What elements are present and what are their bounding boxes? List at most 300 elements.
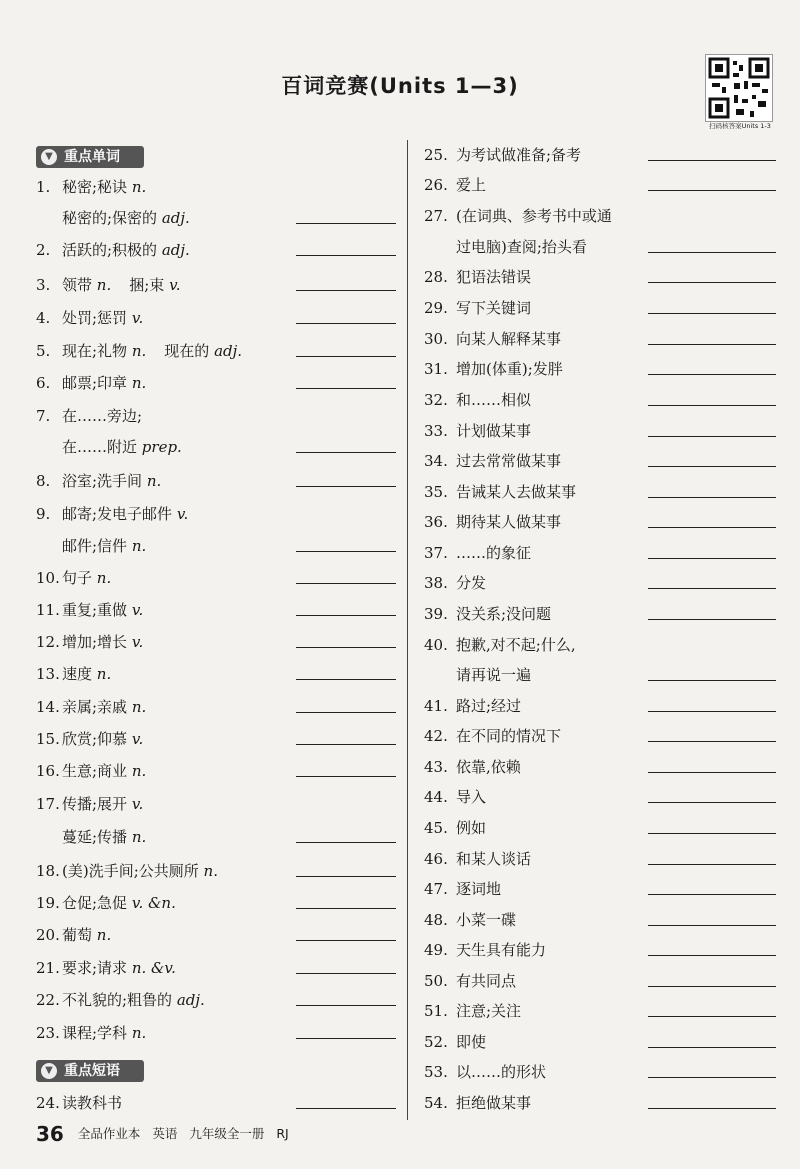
answer-blank[interactable]	[296, 486, 396, 487]
item-meaning: 浴室;洗手间	[62, 472, 143, 490]
item-text	[62, 627, 143, 657]
answer-blank[interactable]	[648, 344, 776, 345]
item-number: 45.	[424, 819, 448, 837]
item-number: 6.	[36, 374, 51, 392]
item-text	[62, 235, 190, 265]
answer-blank[interactable]	[648, 374, 776, 375]
item-number: 48.	[424, 911, 448, 929]
part-of-speech: n.	[131, 698, 147, 716]
list-item	[36, 499, 396, 529]
list-item	[424, 1088, 776, 1118]
answer-blank[interactable]	[648, 313, 776, 314]
answer-blank[interactable]	[296, 842, 396, 843]
part-of-speech: v.	[131, 309, 144, 327]
list-item	[424, 813, 776, 843]
item-number: 8.	[36, 472, 51, 490]
list-item	[424, 935, 776, 965]
page-title: 百词竞赛(Units 1—3)	[281, 74, 519, 98]
list-item	[424, 416, 776, 446]
item-meaning: 增加(体重);发胖	[456, 360, 563, 378]
answer-blank[interactable]	[648, 986, 776, 987]
item-meaning: 传播;展开	[62, 795, 128, 813]
part-of-speech: n.	[96, 665, 112, 683]
list-item	[36, 756, 396, 786]
item-number: 19.	[36, 894, 60, 912]
item-number: 31.	[424, 360, 448, 378]
answer-blank[interactable]	[296, 452, 396, 453]
list-item	[36, 466, 396, 496]
item-text	[62, 466, 161, 496]
item-number: 52.	[424, 1033, 448, 1051]
item-meaning: 读教科书	[62, 1094, 123, 1112]
item-meaning: 邮票;印章	[62, 374, 128, 392]
item-meaning: 要求;请求	[62, 959, 128, 977]
list-item	[36, 1088, 396, 1118]
item-number: 11.	[36, 601, 60, 619]
list-item	[424, 630, 776, 660]
answer-blank[interactable]	[296, 876, 396, 877]
item-number: 23.	[36, 1024, 60, 1042]
list-item	[424, 170, 776, 200]
list-item	[36, 692, 396, 722]
item-text	[62, 203, 190, 233]
item-text	[62, 172, 146, 202]
answer-blank[interactable]	[648, 588, 776, 589]
list-item	[36, 531, 396, 561]
list-item	[424, 477, 776, 507]
part-of-speech: n.	[96, 569, 112, 587]
list-item	[36, 270, 396, 300]
item-meaning: 在……旁边;	[62, 407, 143, 425]
part-of-speech: n.	[131, 178, 147, 196]
item-meaning: 邮寄;发电子邮件	[62, 505, 173, 523]
list-item	[36, 595, 396, 625]
item-meaning: 现在;礼物	[62, 342, 128, 360]
item-text	[62, 953, 176, 983]
item-number: 54.	[424, 1094, 448, 1112]
item-number: 50.	[424, 972, 448, 990]
item-text	[62, 368, 146, 398]
answer-blank[interactable]	[296, 776, 396, 777]
item-text	[62, 789, 143, 819]
list-item	[36, 336, 396, 366]
item-number: 4.	[36, 309, 51, 327]
part-of-speech: n.	[131, 342, 147, 360]
item-number: 42.	[424, 727, 448, 745]
item-meaning: 处罚;惩罚	[62, 309, 128, 327]
item-meaning: 天生具有能力	[456, 941, 547, 959]
answer-blank[interactable]	[648, 833, 776, 834]
item-number: 22.	[36, 991, 60, 1009]
part-of-speech: n.	[96, 926, 112, 944]
item-text	[62, 563, 111, 593]
item-text	[62, 432, 182, 462]
item-number: 28.	[424, 268, 448, 286]
part-of-speech: n.	[96, 276, 112, 294]
answer-blank[interactable]	[648, 925, 776, 926]
answer-blank[interactable]	[296, 940, 396, 941]
item-text	[62, 499, 188, 529]
item-number: 9.	[36, 505, 51, 523]
part-of-speech: adj.	[161, 241, 190, 259]
item-meaning: 抱歉,对不起;什么,	[456, 636, 576, 654]
item-number: 49.	[424, 941, 448, 959]
subject-label: 英语	[152, 1126, 178, 1141]
answer-blank[interactable]	[296, 647, 396, 648]
list-item	[36, 172, 396, 202]
answer-blank[interactable]	[296, 615, 396, 616]
part-of-speech: adj.	[161, 209, 190, 227]
item-number: 1.	[36, 178, 51, 196]
item-number: 39.	[424, 605, 448, 623]
item-meaning: 向某人解释某事	[456, 330, 562, 348]
part-of-speech: v.	[176, 505, 189, 523]
section-badge-phrases	[36, 1060, 144, 1082]
item-meaning: 告诫某人去做某事	[456, 483, 577, 501]
chevron-down-icon: ▼	[41, 1063, 57, 1079]
item-number: 38.	[424, 574, 448, 592]
page-number: 36	[36, 1122, 64, 1146]
part-of-speech: v.	[131, 633, 144, 651]
answer-blank[interactable]	[648, 282, 776, 283]
item-number: 16.	[36, 762, 60, 780]
list-item	[424, 782, 776, 812]
item-text	[62, 724, 143, 754]
answer-blank[interactable]	[648, 1047, 776, 1048]
item-text	[62, 270, 181, 300]
item-meaning: 和某人谈话	[456, 850, 532, 868]
item-meaning: 以……的形状	[456, 1063, 547, 1081]
list-item	[424, 721, 776, 751]
item-number: 2.	[36, 241, 51, 259]
answer-blank[interactable]	[648, 711, 776, 712]
answer-blank[interactable]	[296, 551, 396, 552]
list-item	[424, 354, 776, 384]
item-meaning: 犯语法错误	[456, 268, 532, 286]
item-number: 25.	[424, 146, 448, 164]
item-meaning: 在不同的情况下	[456, 727, 562, 745]
answer-blank[interactable]	[648, 436, 776, 437]
answer-blank[interactable]	[648, 680, 776, 681]
part-of-speech: v.	[131, 795, 144, 813]
list-item	[36, 789, 396, 819]
part-of-speech: n. &v.	[131, 959, 176, 977]
answer-blank[interactable]	[648, 160, 776, 161]
answer-blank[interactable]	[648, 864, 776, 865]
answer-blank[interactable]	[296, 908, 396, 909]
item-meaning: 捆;束	[129, 276, 165, 294]
list-item	[36, 953, 396, 983]
item-text	[62, 336, 242, 366]
section-badge-words	[36, 146, 144, 168]
item-text	[62, 692, 146, 722]
item-number: 27.	[424, 207, 448, 225]
item-number: 26.	[424, 176, 448, 194]
item-meaning: 增加;增长	[62, 633, 128, 651]
item-number: 10.	[36, 569, 60, 587]
list-item	[424, 966, 776, 996]
item-meaning: 即使	[456, 1033, 487, 1051]
item-text	[62, 531, 146, 561]
item-text	[62, 595, 143, 625]
item-meaning: 活跃的;积极的	[62, 241, 158, 259]
answer-blank[interactable]	[296, 323, 396, 324]
list-item	[36, 659, 396, 689]
list-item	[36, 1018, 396, 1048]
item-meaning: 期待某人做某事	[456, 513, 562, 531]
item-number: 32.	[424, 391, 448, 409]
part-of-speech: v. &n.	[131, 894, 176, 912]
item-number: 7.	[36, 407, 51, 425]
item-meaning: 注意;关注	[456, 1002, 522, 1020]
item-meaning: ……的象征	[456, 544, 532, 562]
answer-blank[interactable]	[296, 712, 396, 713]
item-meaning: 依靠,依赖	[456, 758, 521, 776]
item-text	[62, 822, 146, 852]
item-number: 41.	[424, 697, 448, 715]
answer-blank[interactable]	[296, 679, 396, 680]
item-text	[62, 659, 111, 689]
item-meaning: 小菜一碟	[456, 911, 517, 929]
qr-caption: 扫码核答案Units 1-3	[709, 122, 771, 130]
list-item	[424, 446, 776, 476]
item-meaning: 爱上	[456, 176, 487, 194]
list-item	[424, 874, 776, 904]
answer-blank[interactable]	[648, 802, 776, 803]
section-label: 重点单词	[64, 149, 120, 165]
part-of-speech: n.	[131, 374, 147, 392]
page-footer	[36, 1122, 297, 1146]
item-meaning: 例如	[456, 819, 487, 837]
item-number: 29.	[424, 299, 448, 317]
item-text	[62, 756, 146, 786]
item-number: 37.	[424, 544, 448, 562]
item-text	[62, 856, 218, 886]
list-item	[424, 324, 776, 354]
item-meaning: 导入	[456, 788, 487, 806]
answer-blank[interactable]	[648, 405, 776, 406]
item-meaning: 现在的	[164, 342, 210, 360]
item-text	[62, 303, 143, 333]
answer-blank[interactable]	[296, 1038, 396, 1039]
answer-blank[interactable]	[296, 388, 396, 389]
item-meaning: 课程;学科	[62, 1024, 128, 1042]
item-meaning: 秘密;秘诀	[62, 178, 128, 196]
item-meaning: 计划做某事	[456, 422, 532, 440]
section-label: 重点短语	[64, 1063, 120, 1079]
item-meaning: 为考试做准备;备考	[456, 146, 582, 164]
list-item	[36, 724, 396, 754]
part-of-speech: adj.	[176, 991, 205, 1009]
item-meaning: 速度	[62, 665, 93, 683]
grade-label: 九年级全一册	[189, 1126, 265, 1141]
item-meaning: 写下关键词	[456, 299, 532, 317]
item-number: 3.	[36, 276, 51, 294]
answer-blank[interactable]	[648, 772, 776, 773]
book-title: 全品作业本	[77, 1126, 141, 1141]
item-number: 18.	[36, 862, 60, 880]
list-item	[424, 844, 776, 874]
list-item	[424, 201, 776, 231]
item-meaning: 请再说一遍	[456, 666, 532, 684]
item-number: 21.	[36, 959, 60, 977]
answer-blank[interactable]	[296, 223, 396, 224]
answer-blank[interactable]	[648, 497, 776, 498]
list-item	[424, 1027, 776, 1057]
answer-blank[interactable]	[296, 744, 396, 745]
item-meaning: 过去常常做某事	[456, 452, 562, 470]
item-text	[62, 1018, 146, 1048]
item-number: 53.	[424, 1063, 448, 1081]
part-of-speech: v.	[131, 730, 144, 748]
list-item	[424, 905, 776, 935]
answer-blank[interactable]	[648, 955, 776, 956]
list-item	[36, 627, 396, 657]
item-meaning: 亲属;亲戚	[62, 698, 128, 716]
item-meaning: 和……相似	[456, 391, 532, 409]
item-number: 17.	[36, 795, 60, 813]
answer-blank[interactable]	[296, 290, 396, 291]
list-item	[424, 599, 776, 629]
answer-blank[interactable]	[648, 741, 776, 742]
item-meaning: 秘密的;保密的	[62, 209, 158, 227]
part-of-speech: v.	[169, 276, 181, 294]
item-meaning: 领带	[62, 276, 93, 294]
list-item	[424, 140, 776, 170]
list-item	[36, 985, 396, 1015]
answer-blank[interactable]	[296, 255, 396, 256]
answer-blank[interactable]	[648, 894, 776, 895]
part-of-speech: v.	[131, 601, 144, 619]
list-item	[36, 203, 396, 233]
item-text	[62, 920, 111, 950]
part-of-speech: n.	[203, 862, 218, 880]
item-meaning: 不礼貌的;粗鲁的	[62, 991, 173, 1009]
item-meaning: 重复;重做	[62, 601, 128, 619]
list-item	[424, 385, 776, 415]
item-number: 35.	[424, 483, 448, 501]
item-meaning: 有共同点	[456, 972, 517, 990]
answer-blank[interactable]	[648, 619, 776, 620]
list-item	[36, 235, 396, 265]
list-item	[36, 822, 396, 852]
item-number: 15.	[36, 730, 60, 748]
answer-blank[interactable]	[648, 252, 776, 253]
list-item	[36, 856, 396, 886]
item-meaning: 生意;商业	[62, 762, 128, 780]
item-text	[62, 1088, 122, 1118]
part-of-speech: n.	[131, 537, 147, 555]
part-of-speech: adj.	[214, 342, 243, 360]
answer-blank[interactable]	[648, 527, 776, 528]
list-item	[36, 563, 396, 593]
answer-blank[interactable]	[296, 1005, 396, 1006]
answer-blank[interactable]	[648, 1016, 776, 1017]
list-item	[424, 507, 776, 537]
part-of-speech: n.	[131, 1024, 147, 1042]
item-number: 14.	[36, 698, 60, 716]
list-item	[424, 538, 776, 568]
part-of-speech: prep.	[141, 438, 182, 456]
answer-blank[interactable]	[648, 1108, 776, 1109]
chevron-down-icon: ▼	[41, 149, 57, 165]
item-number: 51.	[424, 1002, 448, 1020]
item-meaning: 欣赏;仰慕	[62, 730, 128, 748]
item-number: 30.	[424, 330, 448, 348]
item-meaning: 分发	[456, 574, 487, 592]
list-item	[424, 568, 776, 598]
list-item	[36, 888, 396, 918]
answer-blank[interactable]	[648, 190, 776, 191]
list-item	[424, 232, 776, 262]
list-item	[36, 368, 396, 398]
list-item	[36, 432, 396, 462]
answer-blank[interactable]	[296, 356, 396, 357]
item-number: 36.	[424, 513, 448, 531]
item-meaning: 路过;经过	[456, 697, 522, 715]
list-item	[36, 401, 396, 431]
qr-code-icon	[705, 54, 773, 122]
answer-blank[interactable]	[296, 583, 396, 584]
item-number: 47.	[424, 880, 448, 898]
item-text	[62, 985, 205, 1015]
item-meaning: (美)洗手间;公共厕所	[62, 862, 199, 880]
item-number: 33.	[424, 422, 448, 440]
list-item	[424, 996, 776, 1026]
answer-blank[interactable]	[648, 1077, 776, 1078]
answer-blank[interactable]	[296, 973, 396, 974]
part-of-speech: n.	[131, 762, 147, 780]
list-item	[424, 691, 776, 721]
list-item	[36, 920, 396, 950]
item-text	[62, 888, 176, 918]
item-meaning: 邮件;信件	[62, 537, 128, 555]
item-number: 43.	[424, 758, 448, 776]
item-meaning: 句子	[62, 569, 93, 587]
item-meaning: (在词典、参考书中或通	[456, 207, 612, 225]
answer-blank[interactable]	[648, 466, 776, 467]
item-meaning: 过电脑)查阅;抬头看	[456, 238, 587, 256]
edition-label: RJ	[276, 1126, 289, 1141]
item-number: 24.	[36, 1094, 60, 1112]
part-of-speech: n.	[146, 472, 162, 490]
column-divider	[407, 140, 408, 1120]
answer-blank[interactable]	[296, 1108, 396, 1109]
item-number: 44.	[424, 788, 448, 806]
list-item	[424, 262, 776, 292]
answer-blank[interactable]	[648, 558, 776, 559]
item-meaning: 蔓延;传播	[62, 828, 128, 846]
item-number: 12.	[36, 633, 60, 651]
item-text	[62, 401, 142, 431]
item-number: 34.	[424, 452, 448, 470]
item-number: 40.	[424, 636, 448, 654]
item-meaning: 逐词地	[456, 880, 502, 898]
item-meaning: 葡萄	[62, 926, 93, 944]
item-number: 13.	[36, 665, 60, 683]
list-item	[424, 752, 776, 782]
item-meaning: 在……附近	[62, 438, 138, 456]
list-item	[424, 660, 776, 690]
list-item	[424, 1057, 776, 1087]
item-number: 20.	[36, 926, 60, 944]
item-meaning: 仓促;急促	[62, 894, 128, 912]
part-of-speech: n.	[131, 828, 147, 846]
list-item	[424, 293, 776, 323]
item-number: 46.	[424, 850, 448, 868]
item-number: 5.	[36, 342, 51, 360]
item-meaning: 没关系;没问题	[456, 605, 552, 623]
